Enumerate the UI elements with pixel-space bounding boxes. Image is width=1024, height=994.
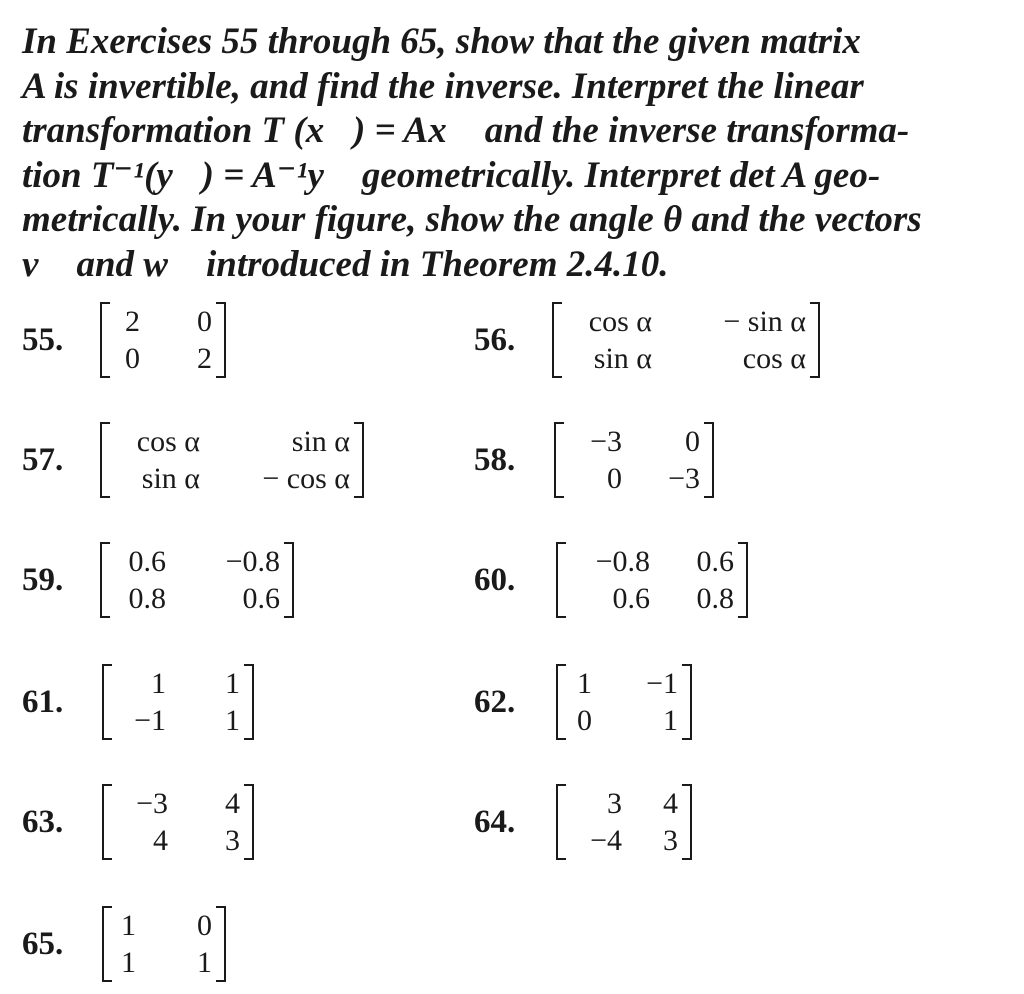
matrix-cell: 2 (125, 305, 140, 338)
exercise-instructions (22, 20, 942, 287)
matrix (556, 542, 748, 618)
exercise-number: 60. (474, 562, 516, 598)
matrix-cell: 1 (197, 946, 212, 979)
matrix-cell: 0 (607, 462, 622, 495)
exercise-number: 65. (22, 926, 64, 962)
matrix (100, 302, 226, 378)
instruction-line: In Exercises 55 through 65, show that the given matrix (22, 21, 861, 62)
instruction-line: metrically. In your figure, show the angle θ and the vectors (22, 199, 922, 240)
exercise-number: 55. (22, 322, 64, 358)
matrix-cell: 4 (153, 824, 168, 857)
exercise-number: 58. (474, 442, 516, 478)
exercise-number: 56. (474, 322, 516, 358)
matrix-cell: 1 (121, 909, 136, 942)
matrix-cell: −4 (590, 824, 622, 857)
matrix-cell: cos α (136, 425, 200, 458)
matrix-cell: 4 (225, 787, 240, 820)
instruction-line: tion T⁻¹(y⃗) = A⁻¹y⃗ geometrically. Interpret det A geo- (22, 154, 881, 196)
exercise-55 (22, 302, 242, 382)
matrix-cell: −1 (646, 667, 678, 700)
matrix-cell: 0 (197, 305, 212, 338)
exercise-62 (474, 664, 714, 744)
exercise-number: 63. (22, 804, 64, 840)
matrix (100, 422, 364, 498)
matrix (552, 302, 820, 378)
matrix-cell: sin α (593, 342, 652, 375)
exercise-57 (22, 422, 382, 502)
matrix-cell: 1 (121, 946, 136, 979)
instruction-line: v⃗ and w⃗ introduced in Theorem 2.4.10. (22, 243, 669, 285)
matrix (554, 422, 714, 498)
matrix-cell: −1 (134, 704, 166, 737)
matrix-cell: 1 (151, 667, 166, 700)
matrix-cell: −0.8 (595, 545, 650, 578)
matrix-cell: 2 (197, 342, 212, 375)
matrix-cell: cos α (742, 342, 806, 375)
matrix-cell: cos α (588, 305, 652, 338)
exercise-number: 57. (22, 442, 64, 478)
matrix-cell: 3 (663, 824, 678, 857)
exercise-64 (474, 784, 714, 864)
matrix-cell: 0.6 (128, 545, 166, 578)
matrix-cell: 0.8 (696, 582, 734, 615)
matrix-cell: 1 (577, 667, 592, 700)
matrix-cell: 1 (225, 667, 240, 700)
matrix-cell: −3 (668, 462, 700, 495)
exercise-56 (474, 302, 834, 382)
matrix (556, 664, 692, 740)
exercise-60 (474, 542, 774, 622)
matrix (102, 784, 254, 860)
matrix (556, 784, 692, 860)
matrix-cell: 4 (663, 787, 678, 820)
matrix-cell: 0 (197, 909, 212, 942)
instruction-line: A is invertible, and find the inverse. Interpret the linear (22, 65, 864, 107)
matrix-cell: 0.6 (242, 582, 280, 615)
matrix-cell: 0 (577, 704, 592, 737)
exercise-number: 62. (474, 684, 516, 720)
matrix-cell: 0 (125, 342, 140, 375)
matrix (102, 664, 254, 740)
matrix-cell: −0.8 (225, 545, 280, 578)
matrix-cell: 0.8 (128, 582, 166, 615)
exercise-number: 64. (474, 804, 516, 840)
matrix-cell: − cos α (262, 462, 350, 495)
instruction-line: transformation T (x⃗) = Ax⃗ and the inverse transforma- (22, 110, 910, 151)
matrix-cell: 0 (685, 425, 700, 458)
matrix-cell: −3 (590, 425, 622, 458)
matrix-cell: −3 (136, 787, 168, 820)
matrix-cell: 0.6 (612, 582, 650, 615)
matrix (100, 542, 294, 618)
exercise-61 (22, 664, 262, 744)
matrix-cell: sin α (291, 425, 350, 458)
exercise-number: 61. (22, 684, 64, 720)
matrix-cell: 0.6 (696, 545, 734, 578)
matrix-cell: 1 (225, 704, 240, 737)
matrix (102, 906, 226, 982)
exercise-number: 59. (22, 562, 64, 598)
exercise-59 (22, 542, 322, 622)
matrix-cell: 3 (225, 824, 240, 857)
exercise-65 (22, 906, 242, 986)
exercise-63 (22, 784, 262, 864)
exercise-58 (474, 422, 734, 502)
matrix-cell: 1 (663, 704, 678, 737)
matrix-cell: − sin α (723, 305, 806, 338)
matrix-cell: sin α (141, 462, 200, 495)
matrix-cell: 3 (607, 787, 622, 820)
